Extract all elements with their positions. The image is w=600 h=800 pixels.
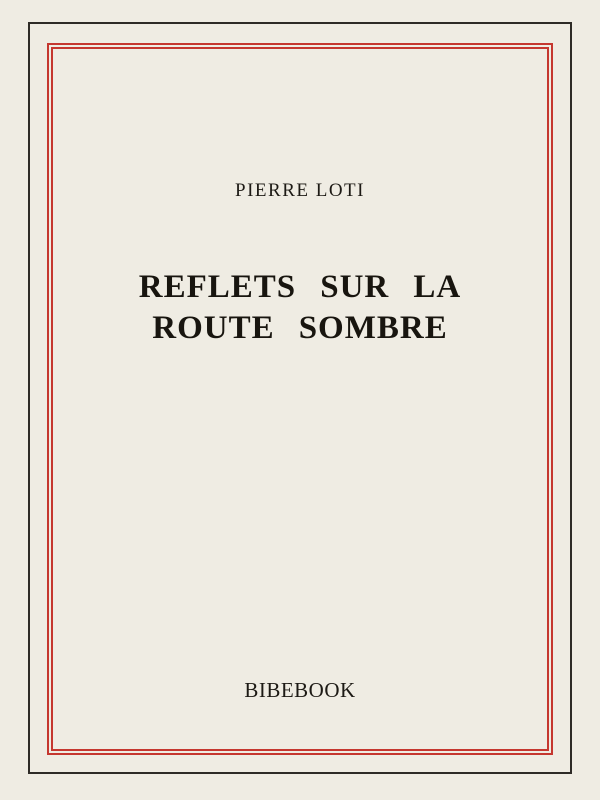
book-title bbox=[0, 267, 600, 349]
title-line-1: REFLETS SUR LA bbox=[138, 269, 462, 305]
author-name: PIERRE LOTI bbox=[235, 180, 365, 201]
outer-black-frame bbox=[28, 22, 572, 774]
title-line-2: ROUTE SOMBRE bbox=[152, 310, 448, 346]
publisher-name: BIBEBOOK bbox=[244, 678, 356, 702]
inner-red-double-frame bbox=[47, 43, 553, 755]
